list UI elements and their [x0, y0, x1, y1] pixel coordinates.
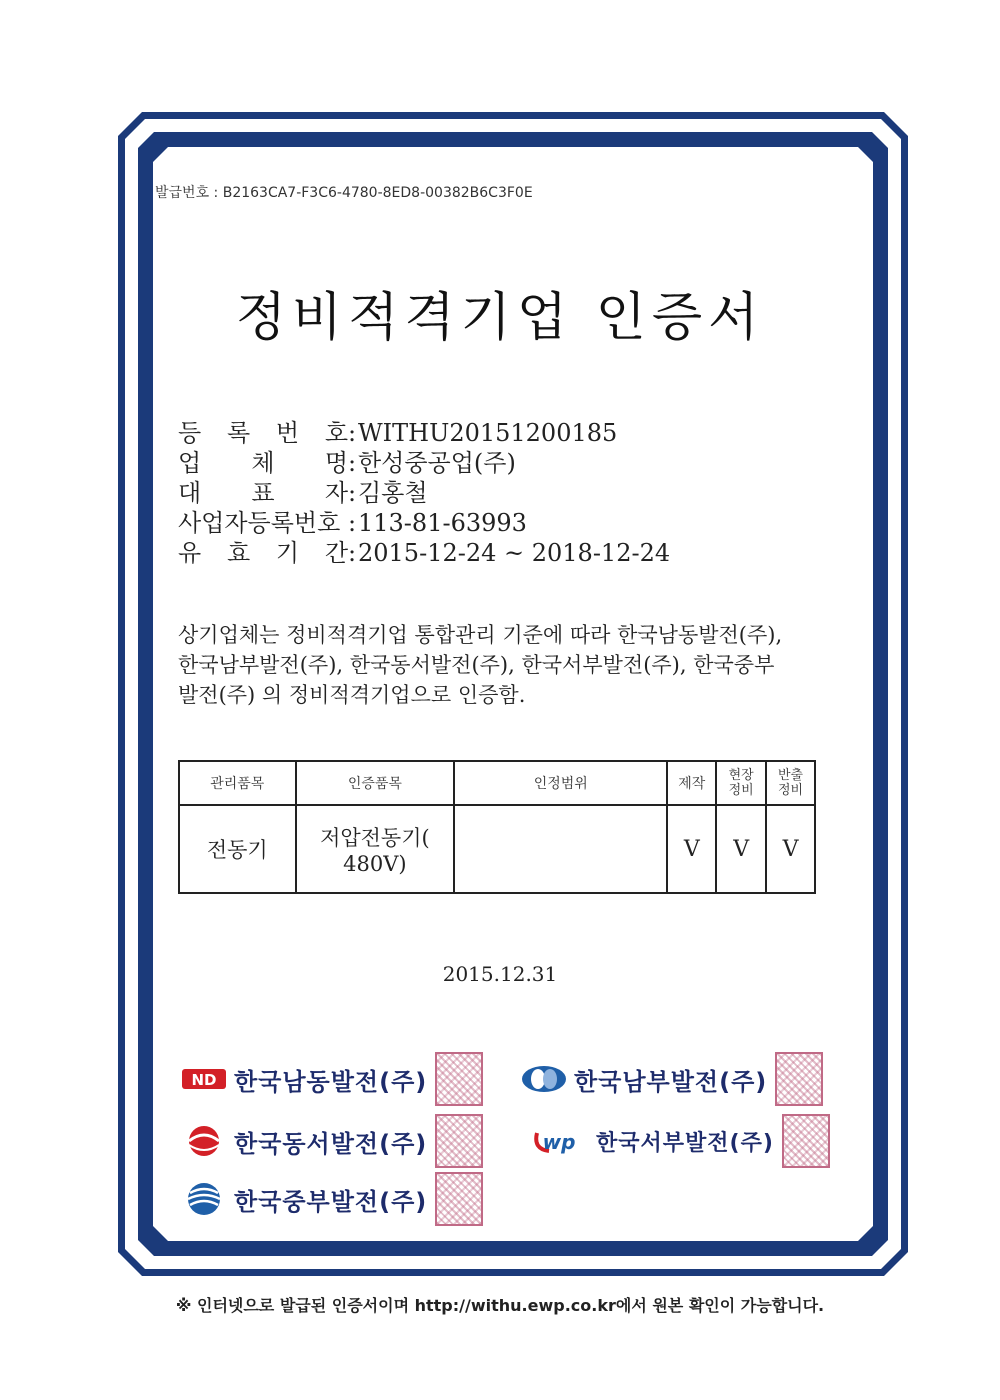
company-seobu: [520, 1114, 830, 1168]
certification-statement: 상기업체는 정비적격기업 통합관리 기준에 따라 한국남동발전(주), 한국남부발전(주), 한국동서발전(주), 한국서부발전(주), 한국중부 발전(주) 의 정비적격기업으로 인증함.: [178, 623, 783, 707]
cell-manufacture: V: [667, 805, 716, 893]
registration-row: [178, 418, 670, 448]
cell-export: V: [766, 805, 815, 893]
header-manufacture: 제작: [667, 761, 716, 805]
ceo-value: 김홍철: [358, 479, 428, 507]
seal-icon: [435, 1052, 483, 1106]
validity-value: 2015-12-24 ~ 2018-12-24: [358, 539, 671, 567]
nambu-logo-icon: [520, 1061, 568, 1097]
namdong-logo-icon: [180, 1061, 228, 1097]
seal-icon: [435, 1114, 483, 1168]
header-onsite: 현장 정비: [716, 761, 766, 805]
table-header-row: [179, 761, 815, 805]
cell-certified-item: 저압전동기( 480V): [296, 805, 455, 893]
cell-scope: [454, 805, 667, 893]
company-nambu: [520, 1052, 823, 1106]
colon: :: [348, 479, 357, 507]
cell-managed-item: 전동기: [179, 805, 296, 893]
svg-text:wp: wp: [542, 1130, 576, 1154]
company-namdong: [180, 1052, 483, 1106]
header-certified-item: 인증품목: [296, 761, 455, 805]
colon: :: [348, 539, 357, 567]
company-dongseo: [180, 1114, 483, 1168]
header-scope: 인정범위: [454, 761, 667, 805]
dongseo-logo-icon: [180, 1123, 228, 1159]
business-number-row: [178, 508, 670, 538]
issue-number: 발급번호 : B2163CA7-F3C6-4780-8ED8-00382B6C3F0E: [155, 185, 533, 201]
business-number-label: 사업자등록번호: [178, 509, 341, 537]
header-export: 반출 정비: [766, 761, 815, 805]
info-block: [178, 418, 670, 568]
company-value: 한성중공업(주): [358, 449, 516, 477]
company-name-jungbu: 한국중부발전(주): [234, 1187, 428, 1216]
company-name-dongseo: 한국동서발전(주): [234, 1129, 428, 1158]
registration-value: WITHU20151200185: [358, 419, 618, 447]
certification-table: [178, 760, 816, 894]
header-managed-item: 관리품목: [179, 761, 296, 805]
cell-onsite: V: [716, 805, 766, 893]
jungbu-logo-icon: [180, 1181, 228, 1217]
seal-icon: [775, 1052, 823, 1106]
seal-icon: [435, 1172, 483, 1226]
company-name-seobu: 한국서부발전(주): [596, 1130, 774, 1156]
company-label: 업 체 명: [178, 449, 348, 477]
issue-date: 2015.12.31: [442, 962, 558, 986]
business-number-value: 113-81-63993: [358, 509, 527, 537]
company-row: [178, 448, 670, 478]
colon: :: [348, 449, 357, 477]
certificate-title: 정비적격기업 인증서: [235, 288, 765, 348]
ceo-label: 대 표 자: [178, 479, 348, 507]
validity-row: [178, 538, 670, 568]
company-jungbu: [180, 1172, 483, 1226]
registration-label: 등 록 번 호: [178, 419, 348, 447]
company-name-nambu: 한국남부발전(주): [574, 1067, 768, 1096]
seal-icon: [782, 1114, 830, 1168]
ceo-row: [178, 478, 670, 508]
verification-note: ※ 인터넷으로 발급된 인증서이며 http://withu.ewp.co.kr에서 원본 확인이 가능합니다.: [175, 1296, 825, 1315]
seobu-logo-icon: [520, 1123, 590, 1159]
colon: :: [348, 509, 357, 537]
colon: :: [348, 419, 357, 447]
svg-text:ND: ND: [191, 1071, 217, 1089]
table-row: [179, 805, 815, 893]
validity-label: 유 효 기 간: [178, 539, 348, 567]
company-name-namdong: 한국남동발전(주): [234, 1067, 428, 1096]
